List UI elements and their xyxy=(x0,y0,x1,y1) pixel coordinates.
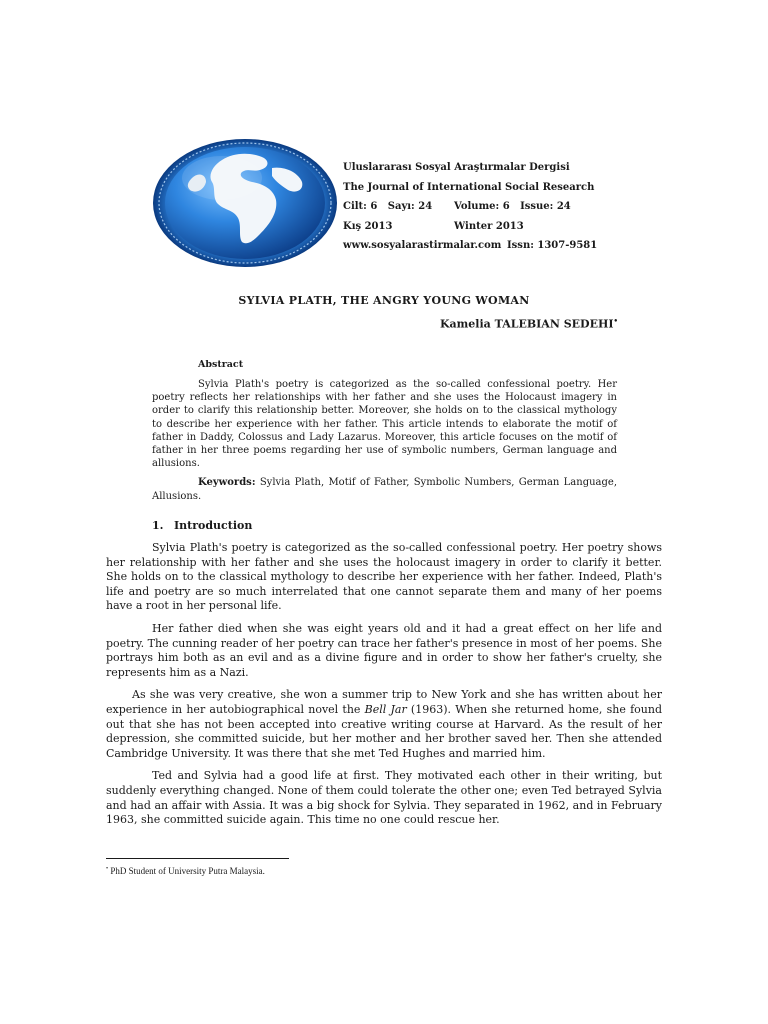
footnote xyxy=(106,866,265,876)
paragraph-3 xyxy=(106,688,662,761)
journal-volume-row xyxy=(343,197,594,217)
journal-web-row xyxy=(343,236,598,256)
book-title-bell-jar: Bell Jar xyxy=(364,702,407,716)
keywords xyxy=(152,476,617,502)
volume-issue: Volume: 6 Issue: 24 xyxy=(454,201,571,213)
article-author xyxy=(440,316,618,331)
paragraph-1: Sylvia Plath's poetry is categorized as the so-called confessional poetry. Her poetry shows her relationship with her father and she uses the holocaust imagery in order to clarify it better. She holds on to the classical mythology to describe her experience with her father. Indeed, Plath's life and poetry are so much interrelated that one cannot separate them and many of her poems have a root in her personal life. xyxy=(106,541,662,613)
footnote-text: PhD Student of University Putra Malaysia. xyxy=(108,866,265,876)
keywords-list: Sylvia Plath, Motif of Father, Symbolic Numbers, German Language, Allusions. xyxy=(152,477,617,502)
cilt-sayi: Cilt: 6 Sayı: 24 xyxy=(343,201,433,213)
author-name: Kamelia TALEBIAN SEDEHI xyxy=(439,317,614,331)
journal-name-en: The Journal of International Social Research xyxy=(343,181,595,193)
kis-date: Kış 2013 xyxy=(343,220,393,232)
section-title: Introduction xyxy=(174,519,253,532)
section-number: 1. xyxy=(152,519,164,532)
paragraph-4: Ted and Sylvia had a good life at first. They motivated each other in their writing, but suddenly everything changed. None of them could tolerate the other one; even Ted betrayed Sylvia and had an affair with Assia. It was a big shock for Sylvia. They separated in 1962, and in February 1963, she committed suicide again. This time no one could rescue her. xyxy=(106,769,662,827)
journal-name-tr: Uluslararası Sosyal Araştırmalar Dergisi xyxy=(343,162,570,173)
journal-globe-logo xyxy=(152,138,338,268)
journal-website[interactable]: www.sosyalarastirmalar.com xyxy=(343,240,502,252)
section-heading-introduction xyxy=(152,519,252,532)
introduction-body xyxy=(106,541,662,836)
article-title: SYLVIA PLATH, THE ANGRY YOUNG WOMAN xyxy=(238,294,530,307)
abstract-heading: Abstract xyxy=(198,359,244,370)
footnote-mark: • xyxy=(106,866,109,872)
journal-season-row xyxy=(343,217,594,237)
paragraph-3-part-b: (1963). When she returned home, she found out that she has not been accepted into creative writing course at Harvard. As the result of her depression, she committed suicide, but her mother and her brother saved her. Then she attended Cambridge University. It was there that she met Ted Hughes and married him. xyxy=(106,702,662,760)
abstract-text: Sylvia Plath's poetry is categorized as the so-called confessional poetry. Her poetry reflects her relationships with her father and she uses the Holocaust imagery in order to clarify this relationship better. Moreover, she holds on to the classical mythology to describe her experience with her father. This article intends to elaborate the motif of father in Daddy, Colossus and Lady Lazarus. Moreover, this article focuses on the motif of father in her three poems regarding her use of symbolic numbers, German language and allusions. xyxy=(152,379,617,470)
footnote-divider xyxy=(106,858,289,859)
paragraph-2: Her father died when she was eight years old and it had a great effect on her life and poetry. The cunning reader of her poetry can trace her father's presence in most of her poems. She portrays him both as an evil and as a divine figure and in order to show her father's cruelty, she represents him as a Nazi. xyxy=(106,621,662,679)
keywords-label: Keywords: xyxy=(198,477,256,489)
author-footnote-mark: • xyxy=(613,316,618,325)
abstract-block xyxy=(152,378,617,503)
journal-info xyxy=(343,158,598,256)
winter-date: Winter 2013 xyxy=(454,220,524,232)
journal-issn: Issn: 1307-9581 xyxy=(507,240,598,252)
paragraph-3-part-a: As she was very creative, she won a summer trip to New York and she has written about her experience in her autobiographical novel the xyxy=(106,688,662,716)
